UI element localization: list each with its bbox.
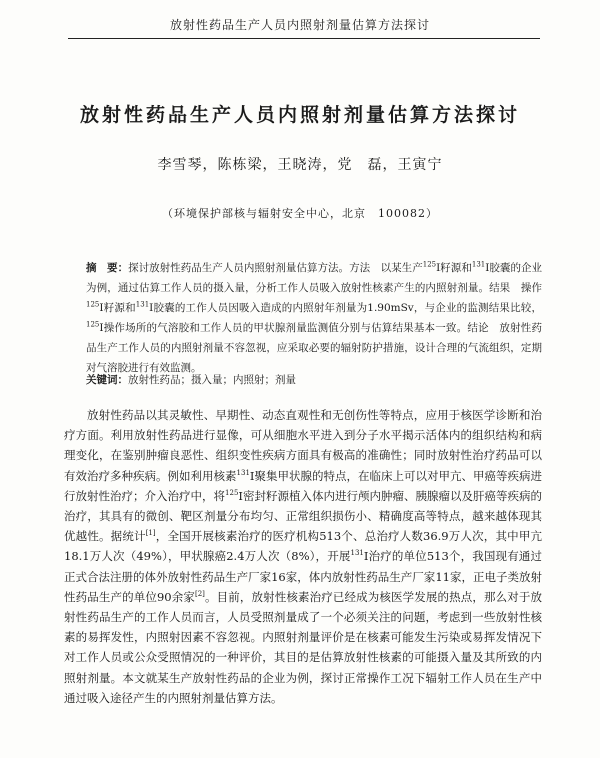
isotope-superscript: 131 — [471, 260, 486, 269]
abstract-text: I操作场所的气溶胶和工作人员的甲状腺剂量监测值分别与估算结果基本一致。结论 放射性药品生产工作人员的内照射剂量不容忽视，应采取必要的辐射防护措施，设计合理的气流组织，定期对气溶胶进行有效监测。 — [86, 322, 542, 374]
keywords — [86, 370, 542, 390]
keywords-text: 放射性药品；摄入量；内照射；剂量 — [128, 374, 296, 386]
abstract-text: I胶囊的企业为例，通过估算工作人员的摄入量，分析工作人员吸入放射性核素产生的内照射剂量。结果 操作 — [86, 262, 542, 294]
paper-title: 放射性药品生产人员内照射剂量估算方法探讨 — [79, 104, 520, 126]
isotope-superscript: 125 — [86, 320, 100, 329]
running-header: 放射性药品生产人员内照射剂量估算方法探讨 — [169, 18, 430, 32]
body-text: I聚集甲状腺的特点，在临床上可以对甲亢、甲癌等疾病进行放射性治疗；介入治疗中，将 — [64, 468, 542, 503]
citation-superscript: [1] — [145, 529, 156, 538]
keywords-label: 关键词： — [86, 374, 128, 386]
abstract-text: I籽源和 — [99, 302, 136, 314]
isotope-superscript: 125 — [422, 260, 437, 269]
isotope-superscript: 125 — [225, 488, 239, 497]
isotope-superscript: 125 — [86, 300, 100, 309]
isotope-superscript: 131 — [350, 549, 364, 558]
abstract-text: 探讨放射性药品生产人员内照射剂量估算方法。方法 以某生产 — [128, 262, 423, 274]
isotope-superscript: 131 — [135, 300, 150, 309]
body-text: ，全国开展核素治疗的医疗机构513个、总治疗人数36.9万人次，其中甲亢18.1万人次（49%），甲状腺癌2.4万人次（8%），开展 — [64, 529, 542, 564]
body-paragraph — [64, 405, 542, 708]
body-text: 放射性药品以其灵敏性、早期性、动态直观性和无创伤性等特点，应用于核医学诊断和治疗方面。利用放射性药品进行显像，可从细胞水平进入到分子水平揭示活体内的组织结构和病理变化，在鉴别肿瘤良恶性、组织变性疾病方面具有极高的准确性；同时放射性治疗药品可以有效治疗多种疾病。例如利用核素 — [64, 408, 542, 483]
header-rule — [68, 38, 540, 39]
body-text: I治疗的单位513个，我国现有通过正式合法注册的体外放射性药品生产厂家16家，体内放射性药品生产厂家11家，正电子类放射性药品生产的单位90余家 — [64, 549, 542, 604]
abstract-label: 摘 要： — [86, 262, 129, 274]
citation-superscript: [2] — [195, 590, 205, 598]
abstract-text: I胶囊的工作人员因吸入造成的内照射年剂量为1.90mSv，与企业的监测结果比较， — [149, 302, 542, 314]
body-text: I密封籽源植入体内进行颅内肿瘤、胰腺瘤以及肝癌等疾病的治疗，其具有的微创、靶区剂量分布均匀、正常组织损伤小、精确度高等特点，越来越体现其优越性。据统计 — [64, 488, 542, 544]
abstract — [86, 258, 542, 378]
abstract-text: I籽源和 — [436, 262, 472, 274]
authors: 李雪琴，陈栋梁，王晓涛，党 磊，王寅宁 — [157, 157, 443, 173]
body-text: 。目前，放射性核素治疗已经成为核医学发展的热点，那么对于放射性药品生产的工作人员而言，人员受照剂量成了一个必须关注的问题，考虑到一些放射性核素的易挥发性，内照射因素不容忽视。内照射剂量评价是在核素可能发生污染或易挥发情况下对工作人员或公众受照情况的一种评价，其目的是估算放射性核素的可能摄入量及其所致的内照射剂量。本文就某生产放射性药品的企业为例，探讨正常操作工况下辐射工作人员在生产中通过吸入途径产生的内照射剂量估算方法。 — [64, 589, 542, 705]
affiliation: （环境保护部核与辐射安全中心，北京 100082） — [162, 207, 438, 220]
isotope-superscript: 131 — [236, 468, 250, 477]
